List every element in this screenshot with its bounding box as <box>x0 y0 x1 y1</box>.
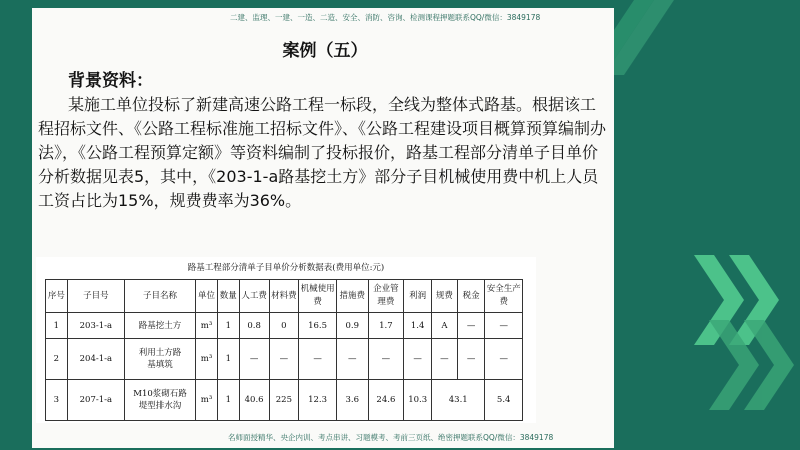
cell-measure: 0.9 <box>336 313 368 339</box>
header-name: 子目名称 <box>124 280 195 313</box>
header-code: 子目号 <box>67 280 124 313</box>
header-unit: 单位 <box>196 280 218 313</box>
cell-measure: — <box>336 339 368 380</box>
header-mgmt: 企业管理费 <box>368 280 404 313</box>
cell-profit: — <box>404 339 432 380</box>
cell-safety: — <box>485 339 523 380</box>
cell-qty: 1 <box>217 380 239 421</box>
cell-profit: 10.3 <box>404 380 432 421</box>
cell-tax: — <box>457 313 485 339</box>
cell-material: — <box>269 339 299 380</box>
header-labor: 人工费 <box>239 280 269 313</box>
cell-fee: — <box>432 339 458 380</box>
table-row <box>46 313 523 339</box>
cell-tax: — <box>457 339 485 380</box>
header-material: 材料费 <box>269 280 299 313</box>
cell-safety: — <box>485 313 523 339</box>
table-header-row <box>46 280 523 313</box>
header-fee: 规费 <box>432 280 458 313</box>
cell-seq: 2 <box>46 339 68 380</box>
cell-name: 路基挖土方 <box>124 313 195 339</box>
cell-unit: m³ <box>196 380 218 421</box>
cell-unit: m³ <box>196 313 218 339</box>
cell-measure: 3.6 <box>336 380 368 421</box>
header-tax: 税金 <box>457 280 485 313</box>
cell-code: 207-1-a <box>67 380 124 421</box>
decorative-chevrons <box>614 0 800 450</box>
cell-safety: 5.4 <box>485 380 523 421</box>
header-profit: 利润 <box>404 280 432 313</box>
cell-name: 利用土方路基填筑 <box>124 339 195 380</box>
header-qty: 数量 <box>217 280 239 313</box>
cell-seq: 1 <box>46 313 68 339</box>
table-row <box>46 380 523 421</box>
cell-qty: 1 <box>217 313 239 339</box>
cell-machine: 12.3 <box>299 380 337 421</box>
header-safety: 安全生产费 <box>485 280 523 313</box>
cell-code: 204-1-a <box>67 339 124 380</box>
watermark-top: 二建、监理、一建、一造、二造、安全、消防、咨询、检测课程押题联系QQ/微信：3849178 <box>230 13 541 22</box>
cell-labor: 0.8 <box>239 313 269 339</box>
header-measure: 措施费 <box>336 280 368 313</box>
cell-fee: A <box>432 313 458 339</box>
cell-fee-tax: 43.1 <box>432 380 485 421</box>
cell-labor: — <box>239 339 269 380</box>
cell-mgmt: 1.7 <box>368 313 404 339</box>
cell-name: M10浆砌石路堤型排水沟 <box>124 380 195 421</box>
cell-mgmt: — <box>368 339 404 380</box>
cell-material: 0 <box>269 313 299 339</box>
background-paragraph: 某施工单位投标了新建高速公路工程一标段，全线为整体式路基。根据该工程招标文件、《公路工程标准施工招标文件》、《公路工程建设项目概算预算编制办法》，《公路工程预算定额》等资料编制了投标报价，路基工程部分清单子目单价分析数据见表5，其中，《203-1-a路基挖土方》部分子目机械使用费中机上人员工资占比为15%，规费费率为36%。 <box>38 95 607 210</box>
cell-machine: 16.5 <box>299 313 337 339</box>
cell-profit: 1.4 <box>404 313 432 339</box>
table-row <box>46 339 523 380</box>
cell-labor: 40.6 <box>239 380 269 421</box>
header-machine: 机械使用费 <box>299 280 337 313</box>
watermark-bottom: 名师面授精华、央企内训、考点串讲、习题模考、考前三页纸、绝密押题联系QQ/微信：3849178 <box>228 433 554 442</box>
unit-price-table <box>45 279 523 421</box>
case-title: 案例（五） <box>282 41 368 61</box>
background-heading: 背景资料： <box>68 71 153 91</box>
cell-mgmt: 24.6 <box>368 380 404 421</box>
cell-code: 203-1-a <box>67 313 124 339</box>
data-table-image <box>36 257 536 423</box>
cell-machine: — <box>299 339 337 380</box>
cell-seq: 3 <box>46 380 68 421</box>
cell-material: 225 <box>269 380 299 421</box>
cell-unit: m³ <box>196 339 218 380</box>
table-caption: 路基工程部分清单子目单价分析数据表(费用单位:元) <box>187 263 385 273</box>
cell-qty: 1 <box>217 339 239 380</box>
header-seq: 序号 <box>46 280 68 313</box>
